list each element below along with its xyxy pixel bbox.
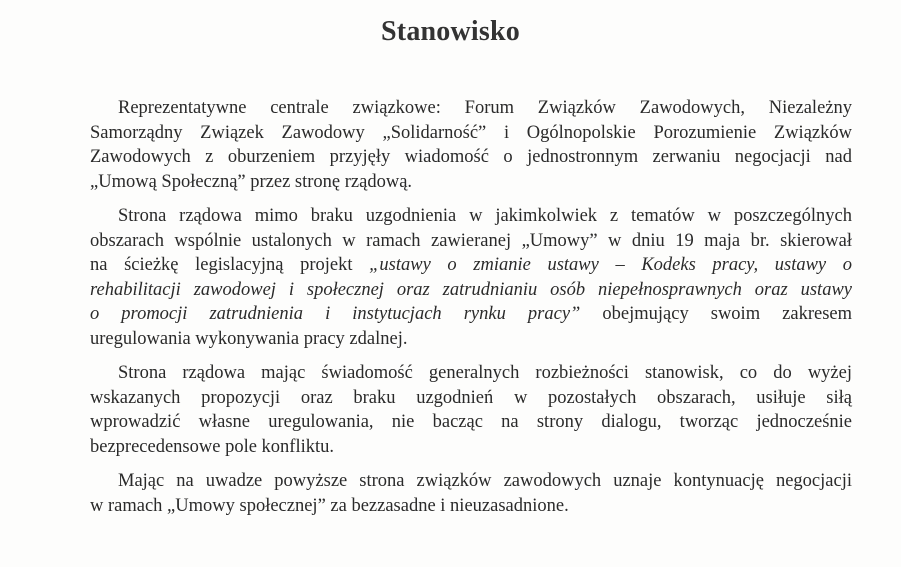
paragraph-line: Samorządny Związek Zawodowy „Solidarność” i Ogólnopolskie Porozumienie Związków xyxy=(90,122,852,143)
paragraph-line-mixed xyxy=(90,253,852,278)
paragraph-line: bezprecedensowe pole konfliktu. xyxy=(90,436,335,457)
paragraph-line: Mając na uwadze powyższe strona związków zawodowych uznaje kontynuację negocjacji xyxy=(118,471,852,491)
paragraph-line: Strona rządowa mając świadomość generalnych rozbieżności stanowisk, co do wyżej xyxy=(118,363,852,383)
paragraph-line: „Umową Społeczną” przez stronę rządową. xyxy=(90,171,413,192)
paragraph-2 xyxy=(90,204,852,351)
paragraph-line-mixed xyxy=(90,302,852,327)
paragraph-line: uregulowania wykonywania pracy zdalnej. xyxy=(90,328,408,349)
bill-title-italic: „ustawy o zmianie ustawy – Kodeks pracy, ustawy o xyxy=(369,255,852,275)
paragraph-text: obejmujący swoim zakresem xyxy=(602,304,852,324)
bill-title-italic: rehabilitacji zawodowej i społecznej oraz zatrudnianiu osób niepełnosprawnych oraz ustawy xyxy=(90,279,852,300)
paragraph-line: obszarach wspólnie ustalonych w ramach zawieranej „Umowy” w dniu 19 maja br. skierował xyxy=(90,230,852,251)
paragraph-line: Strona rządowa mimo braku uzgodnienia w jakimkolwiek z tematów w poszczególnych xyxy=(118,206,852,226)
paragraph-line: wskazanych propozycji oraz braku uzgodnień w pozostałych obszarach, usiłuje siłą xyxy=(90,387,852,408)
paragraph-line: w ramach „Umowy społecznej” za bezzasadne i nieuzasadnione. xyxy=(90,495,569,516)
paragraph-text: na ścieżkę legislacyjną projekt xyxy=(90,255,353,275)
document-title: Stanowisko xyxy=(381,16,520,47)
bill-title-italic: o promocji zatrudnienia i instytucjach rynku pracy” xyxy=(90,304,581,324)
paragraph-line: Zawodowych z oburzeniem przyjęły wiadomość o jednostronnym zerwaniu negocjacji nad xyxy=(90,147,852,167)
document-body xyxy=(90,96,852,528)
paragraph-1 xyxy=(90,96,852,194)
paragraph-line: Reprezentatywne centrale związkowe: Forum Związków Zawodowych, Niezależny xyxy=(118,98,852,118)
paragraph-3 xyxy=(90,361,852,459)
paragraph-4 xyxy=(90,469,852,518)
paragraph-line: wprowadzić własne uregulowania, nie bacząc na strony dialogu, tworząc jednocześnie xyxy=(90,412,852,432)
